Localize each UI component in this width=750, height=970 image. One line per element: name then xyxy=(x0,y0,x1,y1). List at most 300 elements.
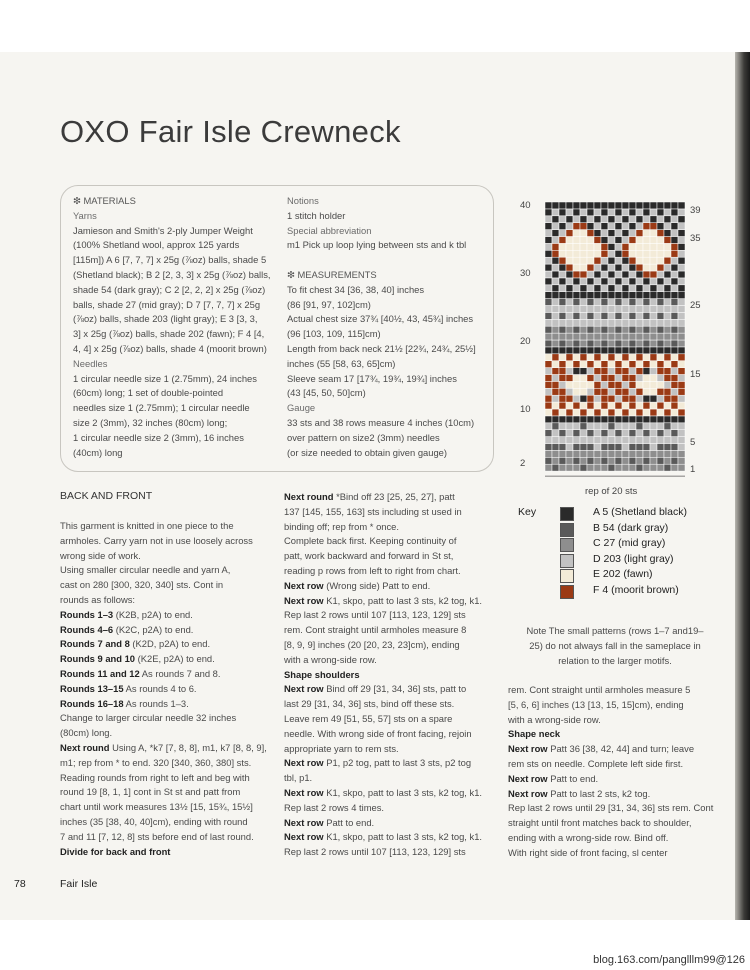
row-number-right: 1 xyxy=(690,464,696,475)
chart-cell xyxy=(587,278,594,285)
instruction-text: Rep last 2 rows until 29 [31, 34, 36] sts rem. Cont xyxy=(508,802,714,814)
chart-cell xyxy=(545,381,552,388)
chart-cell xyxy=(580,209,587,216)
chart-cell xyxy=(552,257,559,264)
chart-cell xyxy=(664,375,671,382)
instruction-text: Rep last 2 rows until 107 [113, 123, 129] sts xyxy=(284,846,466,858)
instruction-line xyxy=(60,845,267,860)
text-line: To fit chest 34 [36, 38, 40] inches xyxy=(287,283,425,295)
chart-cell xyxy=(587,257,594,264)
chart-cell xyxy=(650,333,657,340)
chart-cell xyxy=(643,409,650,416)
chart-cell xyxy=(650,250,657,257)
chart-cell xyxy=(664,340,671,347)
chart-cell xyxy=(664,457,671,464)
chart-cell xyxy=(678,450,685,457)
chart-cell xyxy=(678,264,685,271)
chart-cell xyxy=(636,388,643,395)
instruction-text: Patt to last 2 sts, k2 tog. xyxy=(547,787,651,799)
chart-cell xyxy=(650,326,657,333)
instruction-line xyxy=(60,711,267,726)
chart-cell xyxy=(566,250,573,257)
chart-cell xyxy=(587,464,594,471)
chart-cell xyxy=(636,381,643,388)
chart-cell xyxy=(629,271,636,278)
chart-cell xyxy=(545,416,552,423)
chart-cell xyxy=(601,375,608,382)
instruction-line xyxy=(60,697,267,712)
instruction-text: wrong side of work. xyxy=(60,549,141,561)
instruction-lead: Shape shoulders xyxy=(284,668,360,680)
note-line: 19–25) do not always fall in the same xyxy=(529,625,704,651)
chart-cell xyxy=(657,409,664,416)
chart-cell xyxy=(573,271,580,278)
text-line: Length from back neck 21½ [22¾, 24¾, 25½] xyxy=(287,342,476,354)
chart-cell xyxy=(629,450,636,457)
chart-cell xyxy=(657,271,664,278)
chart-cell xyxy=(636,437,643,444)
chart-cell xyxy=(601,368,608,375)
chart-cell xyxy=(545,409,552,416)
chart-cell xyxy=(678,209,685,216)
chart-cell xyxy=(636,299,643,306)
chart-cell xyxy=(594,368,601,375)
chart-cell xyxy=(678,292,685,299)
chart-cell xyxy=(580,285,587,292)
chart-cell xyxy=(580,278,587,285)
chart-cell xyxy=(615,278,622,285)
row-number-right: 25 xyxy=(690,300,701,311)
chart-cell xyxy=(636,319,643,326)
chart-cell xyxy=(580,437,587,444)
chart-cell xyxy=(594,416,601,423)
chart-cell xyxy=(622,250,629,257)
chart-cell xyxy=(678,285,685,292)
instruction-lead: Rounds 4–6 xyxy=(60,623,114,635)
chart-cell xyxy=(594,292,601,299)
chart-cell xyxy=(629,430,636,437)
chart-cell xyxy=(671,347,678,354)
key-label: B 54 (dark gray) xyxy=(593,521,669,534)
text-line: Needles xyxy=(73,357,108,369)
chart-cell xyxy=(650,388,657,395)
instruction-lead: Next round xyxy=(60,741,110,753)
chart-cell xyxy=(587,299,594,306)
chart-cell xyxy=(657,285,664,292)
chart-cell xyxy=(573,450,580,457)
chart-cell xyxy=(559,257,566,264)
chart-cell xyxy=(573,319,580,326)
text-line: Yarns xyxy=(73,209,97,221)
chart-cell xyxy=(601,292,608,299)
chart-cell xyxy=(622,285,629,292)
chart-cell xyxy=(559,326,566,333)
chart-cell xyxy=(622,437,629,444)
chart-cell xyxy=(622,457,629,464)
chart-cell xyxy=(608,333,615,340)
chart-cell xyxy=(629,340,636,347)
chart-cell xyxy=(545,257,552,264)
instruction-text: Bind off 29 [31, 34, 36] sts, patt to xyxy=(323,683,467,695)
chart-cell xyxy=(608,319,615,326)
chart-cell xyxy=(594,430,601,437)
chart-cell xyxy=(657,368,664,375)
chart-cell xyxy=(671,368,678,375)
chart-cell xyxy=(622,257,629,264)
chart-cell xyxy=(636,430,643,437)
chart-cell xyxy=(636,375,643,382)
instruction-line xyxy=(284,682,482,697)
watermark-text: blog.163.com/panglllm99@126 xyxy=(593,954,745,966)
chart-cell xyxy=(608,223,615,230)
chart-cell xyxy=(629,257,636,264)
instruction-line xyxy=(284,668,482,683)
chart-cell xyxy=(594,223,601,230)
chart-cell xyxy=(559,430,566,437)
chart-cell xyxy=(643,444,650,451)
chart-cell xyxy=(559,230,566,237)
chart-cell xyxy=(678,333,685,340)
chart-cell xyxy=(566,333,573,340)
chart-cell xyxy=(608,423,615,430)
chart-cell xyxy=(545,216,552,223)
chart-cell xyxy=(559,464,566,471)
chart-cell xyxy=(622,278,629,285)
chart-cell xyxy=(573,243,580,250)
chart-cell xyxy=(608,416,615,423)
chart-cell xyxy=(650,464,657,471)
chart-cell xyxy=(559,312,566,319)
instruction-line xyxy=(284,786,482,801)
chart-cell xyxy=(643,430,650,437)
chart-cell xyxy=(650,402,657,409)
chart-cell xyxy=(657,202,664,209)
chart-cell xyxy=(629,319,636,326)
key-label: A 5 (Shetland black) xyxy=(593,506,687,518)
chart-cell xyxy=(580,340,587,347)
chart-cell xyxy=(664,361,671,368)
chart-cell xyxy=(671,457,678,464)
chart-cell xyxy=(629,347,636,354)
chart-cell xyxy=(559,457,566,464)
chart-cell xyxy=(601,395,608,402)
instruction-line xyxy=(284,845,482,860)
chart-cell xyxy=(671,243,678,250)
chart-cell xyxy=(580,416,587,423)
key-title: Key xyxy=(518,506,537,518)
chart-cell xyxy=(657,209,664,216)
chart-cell xyxy=(580,354,587,361)
chart-cell xyxy=(671,285,678,292)
chart-cell xyxy=(615,312,622,319)
chart-cell xyxy=(545,333,552,340)
chart-cell xyxy=(664,430,671,437)
chart-cell xyxy=(601,237,608,244)
color-swatch xyxy=(560,507,574,521)
chart-cell xyxy=(545,444,552,451)
chart-cell xyxy=(566,430,573,437)
chart-cell xyxy=(636,395,643,402)
text-line: (96 [103, 109, 115]cm) xyxy=(287,328,381,340)
chart-cell xyxy=(622,312,629,319)
chart-cell xyxy=(643,361,650,368)
chart-cell xyxy=(601,381,608,388)
instruction-text: binding off; rep from * once. xyxy=(284,520,399,532)
instruction-line xyxy=(60,534,267,549)
color-swatch xyxy=(560,554,574,568)
chart-cell xyxy=(608,381,615,388)
chart-cell xyxy=(622,444,629,451)
instruction-line xyxy=(508,831,713,846)
chart-cell xyxy=(671,375,678,382)
key-label: C 27 (mid gray) xyxy=(593,537,666,549)
chart-cell xyxy=(622,216,629,223)
chart-cell xyxy=(573,354,580,361)
chart-cell xyxy=(622,354,629,361)
instruction-line xyxy=(60,519,267,534)
instruction-text: K1, skpo, patt to last 3 sts, k2 tog, k1. xyxy=(323,786,483,798)
instruction-lead: Next row xyxy=(284,786,324,798)
instruction-line xyxy=(508,698,713,713)
chart-cell xyxy=(608,243,615,250)
text-line: (43 [45, 50, 50]cm) xyxy=(287,387,366,399)
chart-cell xyxy=(601,416,608,423)
chart-cell xyxy=(552,306,559,313)
chart-cell xyxy=(622,306,629,313)
chart-cell xyxy=(615,250,622,257)
chart-cell xyxy=(664,216,671,223)
chart-cell xyxy=(664,223,671,230)
instruction-lead: Next row xyxy=(284,757,324,769)
chart-cell xyxy=(643,402,650,409)
chart-cell xyxy=(664,285,671,292)
chart-cell xyxy=(615,381,622,388)
chart-cell xyxy=(566,202,573,209)
instruction-text: Reading rounds from right to left and beg with xyxy=(60,771,250,783)
chart-cell xyxy=(573,250,580,257)
instruction-lead: Divide for back and front xyxy=(60,845,171,857)
chart-cell xyxy=(594,395,601,402)
instruction-line xyxy=(60,578,267,593)
chart-cell xyxy=(594,423,601,430)
chart-cell xyxy=(657,388,664,395)
chart-cell xyxy=(615,299,622,306)
chart-cell xyxy=(580,402,587,409)
text-line: (86 [91, 97, 102]cm) xyxy=(287,298,371,310)
chart-cell xyxy=(664,347,671,354)
chart-cell xyxy=(629,202,636,209)
chart-cell xyxy=(580,216,587,223)
chart-cell xyxy=(587,437,594,444)
instruction-line xyxy=(508,787,713,802)
text-line: ❇ MEASUREMENTS xyxy=(287,268,377,280)
chart-cell xyxy=(636,216,643,223)
chart-cell xyxy=(615,292,622,299)
instruction-text: (Wrong side) Patt to end. xyxy=(323,579,431,591)
instruction-line xyxy=(284,505,482,520)
chart-cell xyxy=(671,257,678,264)
chart-cell xyxy=(601,223,608,230)
chart-cell xyxy=(594,340,601,347)
chart-cell xyxy=(594,409,601,416)
chart-cell xyxy=(559,450,566,457)
instruction-line xyxy=(284,727,482,742)
chart-cell xyxy=(678,388,685,395)
page-title: OXO Fair Isle Crewneck xyxy=(60,114,401,149)
chart-cell xyxy=(629,292,636,299)
instruction-line xyxy=(60,608,267,623)
chart-cell xyxy=(601,409,608,416)
instruction-line xyxy=(284,756,482,771)
chart-cell xyxy=(615,264,622,271)
chart-cell xyxy=(671,202,678,209)
chart-cell xyxy=(643,416,650,423)
chart-cell xyxy=(615,354,622,361)
instruction-line xyxy=(284,697,482,712)
chart-cell xyxy=(566,368,573,375)
chart-cell xyxy=(552,243,559,250)
instruction-line xyxy=(284,653,482,668)
chart-cell xyxy=(573,216,580,223)
chart-cell xyxy=(587,216,594,223)
chart-cell xyxy=(671,354,678,361)
chart-cell xyxy=(629,368,636,375)
instruction-lead: Rounds 9 and 10 xyxy=(60,653,136,665)
chart-cell xyxy=(650,368,657,375)
chart-cell xyxy=(580,361,587,368)
color-swatch xyxy=(560,523,574,537)
chart-cell xyxy=(559,423,566,430)
text-line: Notions xyxy=(287,195,319,206)
chart-cell xyxy=(643,354,650,361)
chart-cell xyxy=(650,361,657,368)
chart-cell xyxy=(566,354,573,361)
chart-cell xyxy=(678,368,685,375)
chart-cell xyxy=(622,450,629,457)
chart-cell xyxy=(671,395,678,402)
chart-cell xyxy=(608,278,615,285)
chart-cell xyxy=(671,333,678,340)
row-number-left: 40 xyxy=(520,200,531,211)
chart-cell xyxy=(608,361,615,368)
chart-cell xyxy=(622,223,629,230)
chart-cell xyxy=(573,388,580,395)
chart-cell xyxy=(580,388,587,395)
chart-cell xyxy=(629,306,636,313)
chart-cell xyxy=(545,437,552,444)
chart-cell xyxy=(643,333,650,340)
chart-cell xyxy=(678,361,685,368)
chart-cell xyxy=(664,354,671,361)
chart-cell xyxy=(601,457,608,464)
chart-cell xyxy=(552,416,559,423)
instruction-lead: Rounds 1–3 xyxy=(60,608,114,620)
chart-cell xyxy=(566,464,573,471)
chart-cell xyxy=(615,375,622,382)
chart-cell xyxy=(552,326,559,333)
chart-cell xyxy=(566,416,573,423)
chart-cell xyxy=(636,423,643,430)
chart-cell xyxy=(615,237,622,244)
chart-cell xyxy=(601,450,608,457)
chart-cell xyxy=(636,444,643,451)
instruction-line xyxy=(60,682,267,697)
chart-cell xyxy=(643,450,650,457)
chart-grid xyxy=(505,185,710,485)
chart-cell xyxy=(559,237,566,244)
chart-cell xyxy=(664,292,671,299)
instruction-text: straight until front matches back to shoulder, xyxy=(508,817,692,829)
chart-cell xyxy=(559,437,566,444)
color-swatch xyxy=(560,569,574,583)
chart-cell xyxy=(552,340,559,347)
instruction-line xyxy=(284,594,482,609)
chart-cell xyxy=(601,361,608,368)
chart-cell xyxy=(601,333,608,340)
instruction-line xyxy=(508,683,713,698)
chart-cell xyxy=(622,264,629,271)
chart-cell xyxy=(678,444,685,451)
chart-cell xyxy=(573,416,580,423)
text-line: balls, shade 27 (mid gray); D 7 [7, 7, 7] x 25g xyxy=(73,298,261,310)
chart-cell xyxy=(615,326,622,333)
chart-cell xyxy=(545,264,552,271)
chart-cell xyxy=(650,230,657,237)
chart-cell xyxy=(601,444,608,451)
chart-cell xyxy=(671,450,678,457)
chart-cell xyxy=(608,312,615,319)
chart-cell xyxy=(566,209,573,216)
chart-cell xyxy=(559,333,566,340)
chart-cell xyxy=(601,402,608,409)
text-line: over pattern on size2 (3mm) needles xyxy=(287,431,440,443)
chart-cell xyxy=(678,381,685,388)
chart-cell xyxy=(657,319,664,326)
book-spine xyxy=(735,52,750,920)
chart-cell xyxy=(629,326,636,333)
chart-cell xyxy=(657,257,664,264)
chart-cell xyxy=(671,381,678,388)
instruction-line xyxy=(508,727,713,742)
chart-cell xyxy=(545,395,552,402)
chart-cell xyxy=(671,237,678,244)
chart-cell xyxy=(587,237,594,244)
chart-cell xyxy=(559,299,566,306)
chart-cell xyxy=(552,333,559,340)
instruction-line xyxy=(60,756,267,771)
chart-cell xyxy=(580,381,587,388)
chart-cell xyxy=(636,202,643,209)
text-line: 3] x 25g (⅞oz) balls, shade 202 (fawn); F 4 [4, xyxy=(73,328,265,340)
chart-cell xyxy=(545,250,552,257)
chart-cell xyxy=(594,361,601,368)
chart-cell xyxy=(671,319,678,326)
chart-cell xyxy=(615,243,622,250)
chart-cell xyxy=(573,292,580,299)
chart-cell xyxy=(594,333,601,340)
chart-cell xyxy=(622,395,629,402)
instruction-lead: Next row xyxy=(508,743,548,755)
chart-cell xyxy=(650,278,657,285)
chart-cell xyxy=(594,437,601,444)
chart-cell xyxy=(622,243,629,250)
chart-cell xyxy=(643,326,650,333)
chart-cell xyxy=(650,237,657,244)
chart-cell xyxy=(629,395,636,402)
chart-cell xyxy=(566,444,573,451)
chart-cell xyxy=(587,444,594,451)
chart-cell xyxy=(552,375,559,382)
